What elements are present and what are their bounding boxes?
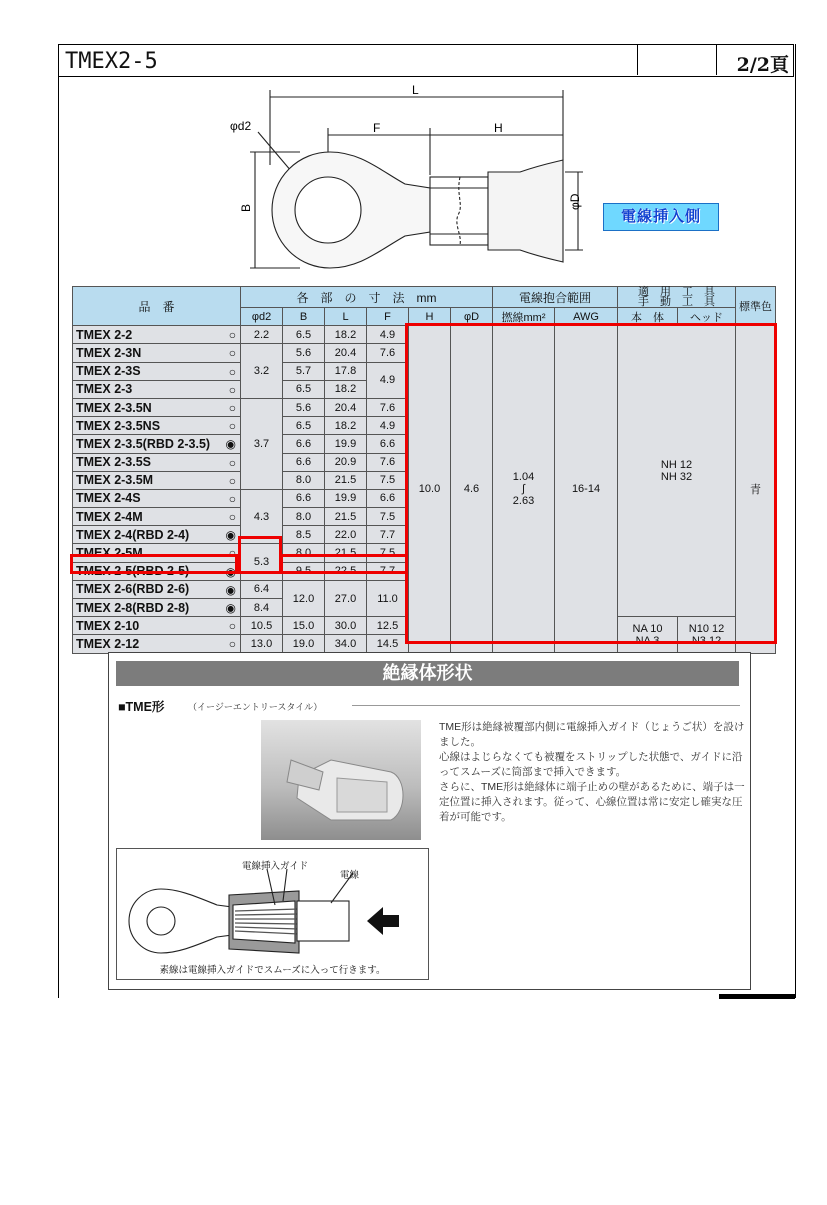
- strand-range-text: ∫: [521, 483, 525, 496]
- part-number-cell: [73, 489, 241, 507]
- cell-F: 14.5: [367, 635, 409, 653]
- part-number-cell: [73, 453, 241, 471]
- cell-B: 8.0: [283, 508, 325, 526]
- part-number-cell: [73, 417, 241, 435]
- wire-insertion-side-label: 電線挿入側: [603, 203, 719, 231]
- cell-B: 12.0: [283, 580, 325, 616]
- part-number-cell: [73, 599, 241, 617]
- cell-L: 21.5: [325, 508, 367, 526]
- tool-name: N3 12: [691, 634, 722, 647]
- cell-B: 15.0: [283, 617, 325, 635]
- cell-F: 7.6: [367, 344, 409, 362]
- marker-icon: ◉: [225, 582, 236, 597]
- marker-icon: ○: [228, 346, 236, 361]
- cell-L: 20.4: [325, 344, 367, 362]
- cell-F: 7.7: [367, 562, 409, 580]
- cell-L: 21.5: [325, 544, 367, 562]
- part-number-cell: [73, 544, 241, 562]
- part-number-cell: [73, 635, 241, 653]
- part-number-cell: [73, 380, 241, 398]
- dim-label-d2: φd2: [230, 119, 252, 133]
- cell-L: 34.0: [325, 635, 367, 653]
- cell-L: 30.0: [325, 617, 367, 635]
- part-number: TMEX 2-3.5NS: [76, 418, 161, 433]
- part-number: TMEX 2-10: [76, 618, 140, 633]
- cell-F: 7.7: [367, 526, 409, 544]
- page-number: 2/2頁: [736, 54, 789, 76]
- col-color: 標準色: [736, 287, 776, 326]
- cell-F: 7.5: [367, 544, 409, 562]
- col-tool-body: 本 体: [618, 308, 678, 326]
- col-tool: [618, 287, 736, 308]
- cell-B: 5.6: [283, 398, 325, 416]
- cell-F: 6.6: [367, 435, 409, 453]
- col-tool-head: ヘッド: [678, 308, 736, 326]
- tool-name: NA 10: [632, 622, 663, 635]
- terminal-photo: [261, 720, 421, 840]
- divider: [352, 705, 740, 706]
- cell-L: 18.2: [325, 417, 367, 435]
- cell-B: 8.5: [283, 526, 325, 544]
- marker-icon: ○: [228, 382, 236, 397]
- part-number-cell: [73, 508, 241, 526]
- document-title: TMEX2-5: [65, 49, 158, 74]
- guide-label: 電線挿入ガイド: [242, 861, 309, 872]
- cell-B: 6.6: [283, 435, 325, 453]
- spec-table: [72, 286, 776, 654]
- description-paragraph: さらに、TME形は絶縁体に端子止めの壁があるために、端子は一定位置に挿入されます。従って、心線位置は常に安定し確実な圧着が可能です。: [439, 781, 745, 823]
- cell-B: 9.5: [283, 562, 325, 580]
- cell-L: 22.0: [325, 526, 367, 544]
- cell-L: 18.2: [325, 326, 367, 344]
- cell-F: 11.0: [367, 580, 409, 616]
- part-number: TMEX 2-5M: [76, 546, 143, 561]
- part-number: TMEX 2-3.5M: [76, 473, 154, 488]
- cell-d2: 8.4: [241, 599, 283, 617]
- merged-awg: 16-14: [555, 326, 618, 653]
- dim-label-F: F: [373, 121, 381, 135]
- part-number: TMEX 2-4(RBD 2-4): [76, 527, 190, 542]
- cell-d2: 3.7: [241, 398, 283, 489]
- cell-L: 18.2: [325, 380, 367, 398]
- marker-icon: ○: [228, 328, 236, 343]
- col-L: L: [325, 308, 367, 326]
- wire-label: 電線: [340, 870, 360, 881]
- inset-title: 絶縁体形状: [382, 663, 473, 683]
- tool-name: N10 12: [688, 622, 725, 635]
- part-number-cell: [73, 398, 241, 416]
- dim-label-H: H: [494, 121, 503, 135]
- cell-B: 19.0: [283, 635, 325, 653]
- tme-heading: ■TME形: [118, 700, 165, 714]
- cell-F: 7.6: [367, 453, 409, 471]
- cell-F: 4.9: [367, 417, 409, 435]
- cell-F: 6.6: [367, 489, 409, 507]
- merged-color: 青: [736, 326, 776, 653]
- cell-F: 4.9: [367, 362, 409, 398]
- cell-L: 27.0: [325, 580, 367, 616]
- part-number-cell: [73, 326, 241, 344]
- cell-L: 17.8: [325, 362, 367, 380]
- marker-icon: ○: [228, 364, 236, 379]
- tool-name: NH 12: [660, 459, 693, 472]
- strand-range-text: 1.04: [512, 471, 535, 484]
- col-F: F: [367, 308, 409, 326]
- marker-icon: ◉: [225, 564, 236, 579]
- marker-icon: ○: [228, 455, 236, 470]
- cell-L: 20.9: [325, 453, 367, 471]
- cell-B: 6.5: [283, 326, 325, 344]
- cell-L: 20.4: [325, 398, 367, 416]
- part-number-cell: [73, 562, 241, 580]
- cell-F: 7.6: [367, 398, 409, 416]
- diagram-caption: 素線は電線挿入ガイドでスムーズに入って行きます。: [159, 965, 386, 976]
- marker-icon: ◉: [225, 601, 236, 615]
- terminal-photo-illustration: [261, 720, 421, 840]
- marker-icon: ○: [228, 491, 236, 506]
- part-number-cell: [73, 617, 241, 635]
- cell-B: 6.6: [283, 489, 325, 507]
- marker-icon: ○: [228, 400, 236, 415]
- tme-description: [439, 720, 745, 825]
- part-number-cell: [73, 435, 241, 453]
- part-number: TMEX 2-3.5N: [76, 400, 152, 415]
- cell-d2: 6.4: [241, 580, 283, 598]
- merged-D: 4.6: [451, 326, 493, 653]
- tool-body-cell: [618, 617, 678, 653]
- tme-subheading: （イージーエントリースタイル）: [188, 702, 323, 712]
- part-number: TMEX 2-5(RBD 2-5): [76, 564, 190, 579]
- cell-L: 19.9: [325, 435, 367, 453]
- cell-d2: 4.3: [241, 489, 283, 544]
- tool-name: NA 3: [635, 634, 660, 647]
- cell-F: 4.9: [367, 326, 409, 344]
- part-number: TMEX 2-2: [76, 327, 133, 342]
- cell-d2: 3.2: [241, 344, 283, 399]
- part-number: TMEX 2-3.5(RBD 2-3.5): [76, 436, 211, 451]
- merged-strand: [493, 326, 555, 653]
- part-number: TMEX 2-12: [76, 636, 140, 651]
- description-paragraph: TME形は絶縁被覆部内側に電線挿入ガイド（じょうご状）を設けました。: [439, 721, 745, 748]
- marker-icon: ○: [228, 619, 236, 634]
- col-awg: AWG: [555, 308, 618, 326]
- cell-B: 8.0: [283, 544, 325, 562]
- col-part-no: 品 番: [73, 287, 241, 326]
- part-number-cell: [73, 526, 241, 544]
- part-number-cell: [73, 362, 241, 380]
- cell-B: 6.6: [283, 453, 325, 471]
- marker-icon: ◉: [225, 437, 236, 452]
- col-wire-range: 電線抱合範囲: [493, 287, 618, 308]
- col-tool-sub: 手 動 工 具: [638, 296, 716, 308]
- cell-F: 12.5: [367, 617, 409, 635]
- cell-L: 22.5: [325, 562, 367, 580]
- marker-icon: ○: [228, 473, 236, 488]
- part-number: TMEX 2-3N: [76, 345, 142, 360]
- part-number: TMEX 2-4M: [76, 509, 143, 524]
- part-number: TMEX 2-3: [76, 382, 133, 397]
- col-tool-label: 適 用 工 具: [638, 286, 716, 298]
- dim-label-B: B: [239, 203, 253, 212]
- cell-L: 19.9: [325, 489, 367, 507]
- cell-F: 7.5: [367, 508, 409, 526]
- col-dims: 各 部 の 寸 法 mm: [241, 287, 493, 308]
- part-number: TMEX 2-8(RBD 2-8): [76, 600, 190, 615]
- strand-range-text: 2.63: [512, 495, 535, 508]
- part-number-cell: [73, 471, 241, 489]
- col-d2: φd2: [241, 308, 283, 326]
- cell-d2: 10.5: [241, 617, 283, 635]
- merged-tool: [618, 326, 736, 617]
- part-number-cell: [73, 580, 241, 598]
- cell-B: 8.0: [283, 471, 325, 489]
- part-number: TMEX 2-3.5S: [76, 455, 152, 470]
- marker-icon: ○: [228, 637, 236, 652]
- dim-label-D: φD: [568, 193, 582, 210]
- description-paragraph: 心線はよじらなくても被覆をストリップした状態で、ガイドに沿ってスムーズに筒部まで挿入できます。: [439, 751, 743, 778]
- part-number-cell: [73, 344, 241, 362]
- cell-d2: 5.3: [241, 544, 283, 580]
- tool-head-cell: [678, 617, 736, 653]
- col-H: H: [409, 308, 451, 326]
- terminal-drawing: [0, 0, 827, 285]
- tool-name: NH 32: [660, 471, 693, 484]
- col-D: φD: [451, 308, 493, 326]
- cell-d2: 2.2: [241, 326, 283, 344]
- cell-B: 6.5: [283, 417, 325, 435]
- table-row: [73, 326, 776, 344]
- cell-B: 6.5: [283, 380, 325, 398]
- marker-icon: ○: [228, 546, 236, 561]
- part-number: TMEX 2-3S: [76, 364, 141, 379]
- cell-B: 5.7: [283, 362, 325, 380]
- cell-L: 21.5: [325, 471, 367, 489]
- dim-label-L: L: [412, 83, 419, 97]
- col-B: B: [283, 308, 325, 326]
- part-number: TMEX 2-6(RBD 2-6): [76, 582, 190, 597]
- cell-B: 5.6: [283, 344, 325, 362]
- marker-icon: ○: [228, 510, 236, 525]
- col-strand: 撚線mm²: [493, 308, 555, 326]
- marker-icon: ◉: [225, 528, 236, 543]
- cell-d2: 13.0: [241, 635, 283, 653]
- marker-icon: ○: [228, 419, 236, 434]
- footer-bar: [719, 994, 795, 999]
- cell-F: 7.5: [367, 471, 409, 489]
- merged-H: 10.0: [409, 326, 451, 653]
- part-number: TMEX 2-4S: [76, 491, 141, 506]
